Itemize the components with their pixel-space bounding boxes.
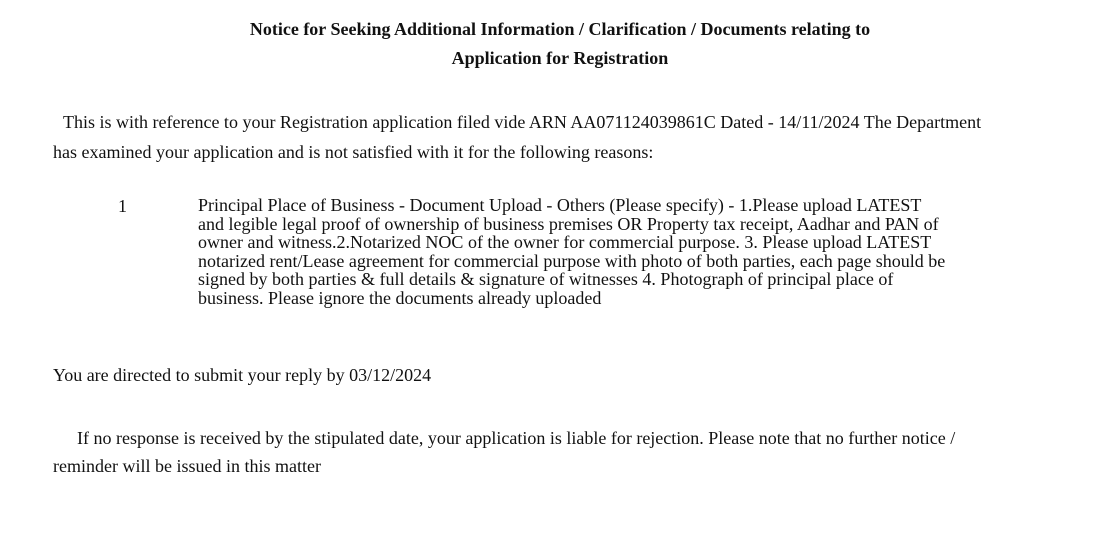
reason-text-line: owner and witness.2.Notarized NOC of the owner for commercial purpose. 3. Please upload LATEST <box>198 232 932 252</box>
reply-directive: You are directed to submit your reply by 03/12/2024 <box>53 365 432 385</box>
reason-text <box>198 196 945 307</box>
reason-number: 1 <box>118 196 127 216</box>
reference-paragraph-line-1: This is with reference to your Registration application filed vide ARN AA071124039861C Dated - 14/11/2024 The Department <box>63 112 982 132</box>
reason-text-line: notarized rent/Lease agreement for commercial purpose with photo of both parties, each page should be <box>198 250 946 271</box>
reason-text-line: Principal Place of Business - Document Upload - Others (Please specify) - 1.Please upload LATEST <box>198 195 922 215</box>
notice-title-line-1: Notice for Seeking Additional Information / Clarification / Documents relating to <box>249 19 871 39</box>
reason-text-line: signed by both parties & full details & signature of witnesses 4. Photograph of principal place of <box>198 269 894 289</box>
reason-text-line: and legible legal proof of ownership of business premises OR Property tax receipt, Aadhar and PAN of <box>198 213 939 234</box>
notice-title-line-2: Application for Registration <box>451 48 669 68</box>
reference-paragraph-line-2: has examined your application and is not satisfied with it for the following reasons: <box>53 142 654 162</box>
rejection-warning-line-2: reminder will be issued in this matter <box>53 456 321 476</box>
reason-text-line: business. Please ignore the documents already uploaded <box>198 287 602 308</box>
rejection-warning-line-1: If no response is received by the stipulated date, your application is liable for rejection. Please note that no further notice / <box>77 428 956 448</box>
